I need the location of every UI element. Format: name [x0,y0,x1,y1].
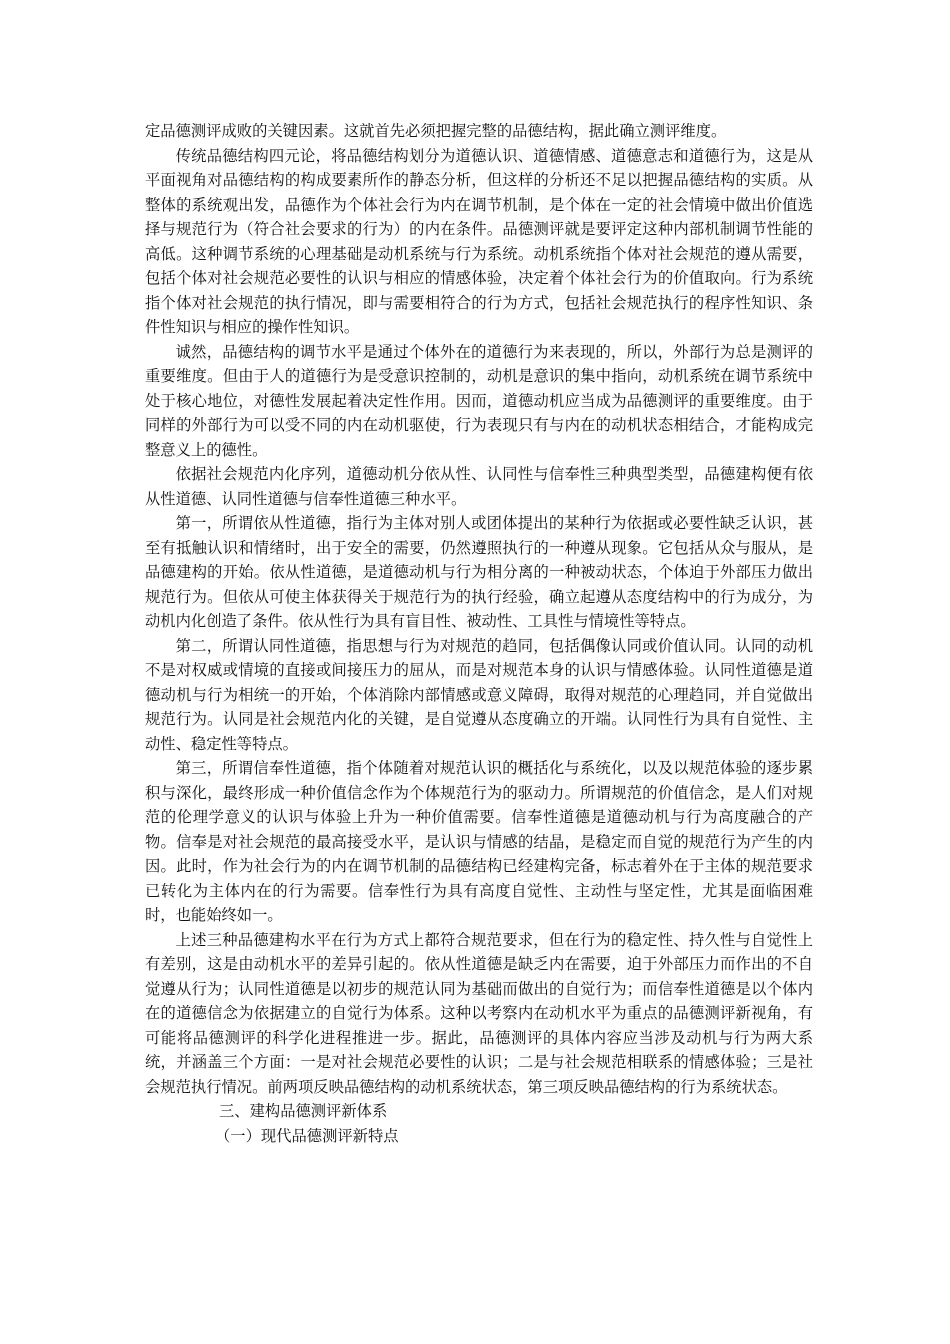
section-heading: 三、建构品德测评新体系 [219,1102,388,1120]
document-page [145,119,813,1148]
paragraph-2: 传统品德结构四元论，将品德结构划分为道德认识、道德情感、道德意志和道德行为，这是从平面视角对品德结构的构成要素所作的静态分析，但这样的分析还不足以把握品德结构的实质。从整体的系统观出发，品德作为个体社会行为内在调节机制，是个体在一定的社会情境中做出价值选择与规范行为（符合社会要求的行为）的内在条件。品德测评就是要评定这种内部机制调节性能的高低。这种调节系统的心理基础是动机系统与行为系统。动机系统指个体对社会规范的遵从需要，包括个体对社会规范必要性的认识与相应的情感体验，决定着个体社会行为的价值取向。行为系统指个体对社会规范的执行情况，即与需要相符合的行为方式，包括社会规范执行的程序性知识、条件性知识与相应的操作性知识。 [145,146,813,336]
subsection-heading: （一）现代品德测评新特点 [215,1126,399,1145]
paragraph-6: 第二，所谓认同性道德，指思想与行为对规范的趋同，包括偶像认同或价值认同。认同的动机不是对权威或情境的直接或间接压力的屈从，而是对规范本身的认识与情感体验。认同性道德是道德动机与行为相统一的开始，个体消除内部情感或意义障碍，取得对规范的心理趋同，并自觉做出规范行为。认同是社会规范内化的关键，是自觉遵从态度确立的开端。认同性行为具有自觉性、主动性、稳定性等特点。 [145,636,813,753]
paragraph-7: 第三，所谓信奉性道德，指个体随着对规范认识的概括化与系统化，以及以规范体验的逐步累积与深化，最终形成一种价值信念作为个体规范行为的驱动力。所谓规范的价值信念，是人们对规范的伦理学意义的认识与体验上升为一种价值需要。信奉性道德是道德动机与行为高度融合的产物。信奉是对社会规范的最高接受水平，是认识与情感的结晶，是稳定而自觉的规范行为产生的内因。此时，作为社会行为的内在调节机制的品德结构已经建构完备，标志着外在于主体的规范要求已转化为主体内在的行为需要。信奉性行为具有高度自觉性、主动性与坚定性，尤其是面临困难时，也能始终如一。 [145,759,813,924]
paragraph-4: 依据社会规范内化序列，道德动机分依从性、认同性与信奉性三种典型类型，品德建构便有依从性道德、认同性道德与信奉性道德三种水平。 [145,465,813,508]
paragraph-1: 定品德测评成败的关键因素。这就首先必须把握完整的品德结构，据此确立测评维度。 [145,122,727,140]
paragraph-5: 第一，所谓依从性道德，指行为主体对别人或团体提出的某种行为依据或必要性缺乏认识，甚至有抵触认识和情绪时，出于安全的需要，仍然遵照执行的一种遵从现象。它包括从众与服从，是品德建构的开始。依从性道德，是道德动机与行为相分离的一种被动状态，个体迫于外部压力做出规范行为。但依从可使主体获得关于规范行为的执行经验，确立起遵从态度结构中的行为成分，为动机内化创造了条件。依从性行为具有盲目性、被动性、工具性与情境性等特点。 [145,514,813,630]
paragraph-3: 诚然，品德结构的调节水平是通过个体外在的道德行为来表现的，所以，外部行为总是测评的重要维度。但由于人的道德行为是受意识控制的，动机是意识的集中指向，动机系统在调节系统中处于核心地位，对德性发展起着决定性作用。因而，道德动机应当成为品德测评的重要维度。由于同样的外部行为可以受不同的内在动机驱使，行为表现只有与内在的动机状态相结合，才能构成完整意义上的德性。 [145,342,813,459]
paragraph-8: 上述三种品德建构水平在行为方式上都符合规范要求，但在行为的稳定性、持久性与自觉性上有差别，这是由动机水平的差异引起的。依从性道德是缺乏内在需要，迫于外部压力而作出的不自觉遵从行为；认同性道德是以初步的规范认同为基础而做出的自觉行为；而信奉性道德是以个体内在的道德信念为依据建立的自觉行为体系。这种以考察内在动机水平为重点的品德测评新视角，有可能将品德测评的科学化进程推进一步。据此，品德测评的具体内容应当涉及动机与行为两大系统，并涵盖三个方面：一是对社会规范必要性的认识；二是与社会规范相联系的情感体验；三是社会规范执行情况。前两项反映品德结构的动机系统状态，第三项反映品德结构的行为系统状态。 [145,930,813,1096]
